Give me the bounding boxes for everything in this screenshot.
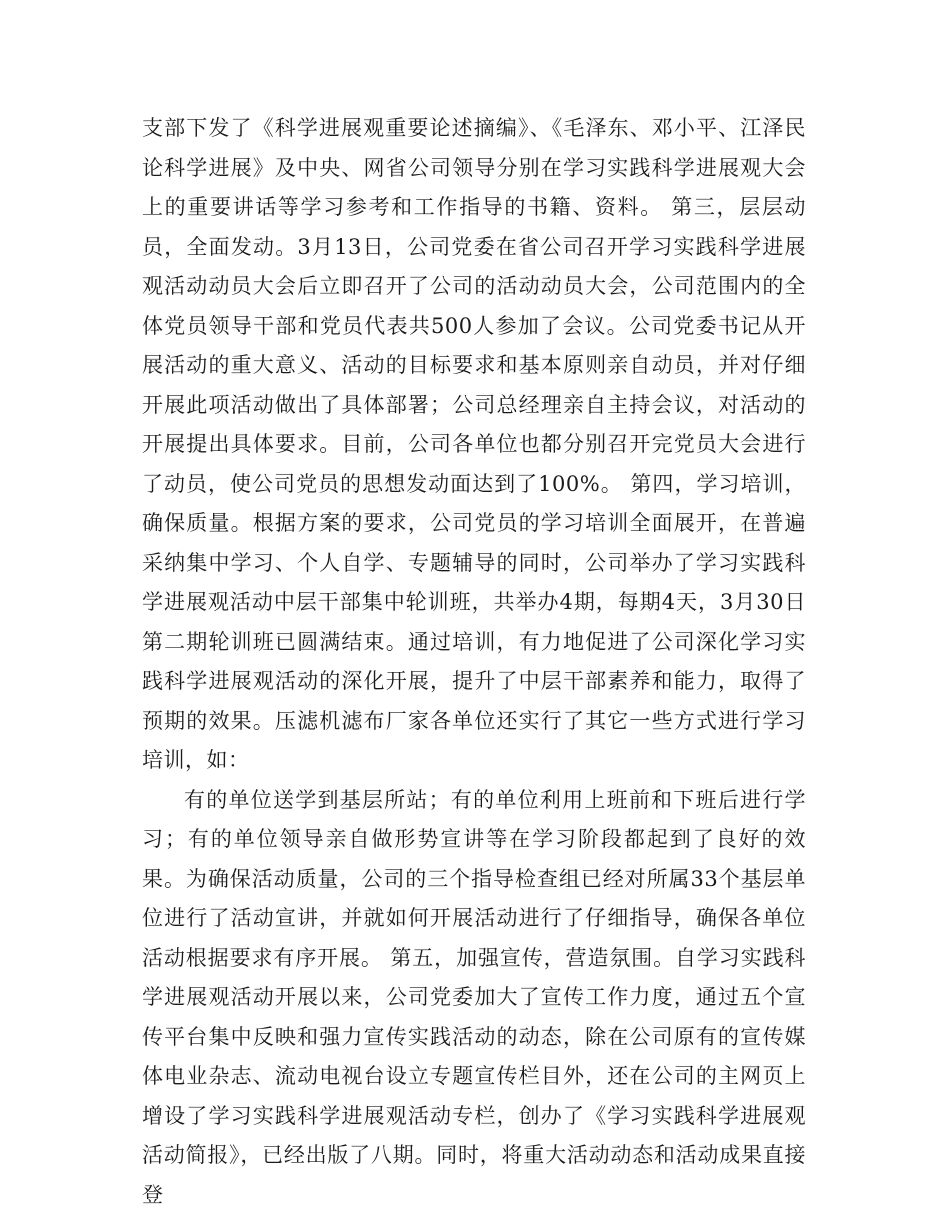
paragraph-2: 有的单位送学到基层所站；有的单位利用上班前和下班后进行学习；有的单位领导亲自做形势宣讲等在学习阶段都起到了良好的效果。为确保活动质量，公司的三个指导检查组已经对所属33个基层单位进行了活动宣讲，并就如何开展活动进行了仔细指导，确保各单位活动根据要求有序开展。 第五，加强宣传，营造氛围。自学习实践科学进展观活动开展以来，公司党委加大了宣传工作力度，通过五个宣传平台集中反映和强力宣传实践活动的动态，除在公司原有的宣传媒体电业杂志、流动电视台设立专题宣传栏目外，还在公司的主网页上增设了学习实践科学进展观活动专栏，创办了《学习实践科学进展观活动简报》，已经出版了八期。同时，将重大活动动态和活动成果直接登 (142, 787, 806, 1207)
document-body (142, 109, 806, 1215)
paragraph-1: 支部下发了《科学进展观重要论述摘编》、《毛泽东、邓小平、江泽民论科学进展》及中央、网省公司领导分别在学习实践科学进展观大会上的重要讲话等学习参考和工作指导的书籍、资料。 第三，层层动员，全面发动。3月13日，公司党委在省公司召开学习实践科学进展观活动动员大会后立即召开了公司的活动动员大会，公司范围内的全体党员领导干部和党员代表共500人参加了会议。公司党委书记从开展活动的重大意义、活动的目标要求和基本原则亲自动员，并对仔细开展此项活动做出了具体部署；公司总经理亲自主持会议，对活动的开展提出具体要求。目前，公司各单位也都分别召开完党员大会进行了动员，使公司党员的思想发动面达到了100%。 第四，学习培训，确保质量。根据方案的要求，公司党员的学习培训全面展开，在普遍采纳集中学习、个人自学、专题辅导的同时，公司举办了学习实践科学进展观活动中层干部集中轮训班，共举办4期，每期4天，3月30日第二期轮训班已圆满结束。通过培训，有力地促进了公司深化学习实践科学进展观活动的深化开展，提升了中层干部素养和能力，取得了预期的效果。压滤机滤布厂家各单位还实行了其它一些方式进行学习培训，如： (142, 116, 806, 772)
